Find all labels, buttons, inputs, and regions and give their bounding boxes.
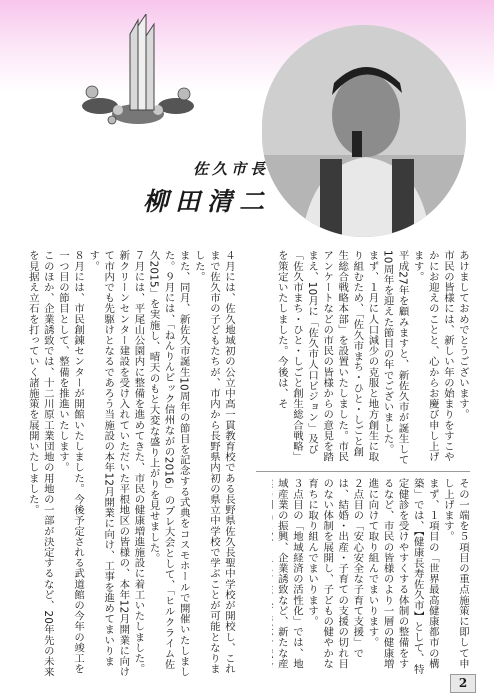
kadomatsu-decoration-icon: [78, 14, 198, 134]
mayor-name-block: [142, 158, 271, 230]
mayor-portrait-photo: [262, 25, 466, 237]
mayor-name: 柳田清二: [142, 187, 271, 216]
bamboo-icon: [130, 14, 154, 110]
page-number: 2: [450, 674, 476, 693]
greeting-paragraph-left: ４月には、佐久地域初の公立中高一貫教育校である長野県佐久長聖中学校が開校し、これまで佐久市の子どもたちが、市内から長野県内初の県立中学校で学ぶことが可能となりました。 また、同月、新佐久市誕生10周年の節目を記念する式典をコスモホールで開催いたしました。９月には、「ねんりんピック信州ながの2016」のプレ大会として、「ヒルクライム佐久2015」を実施し、晴天のもと大変な盛り上がりを見せました。 ７月には、平尾山公園内に整備を進めてきた、市民の健康増進施設に着工いたしました。新クリーンセンター建設を受け入れていただいた平根地区の皆様の、本年12月開業に向けて市内でも先駆けとなるであろう当施設の本年12月開業に向け、工事を進めてまいります。 ８月には、市民創錬センターが開館いたしました。今後予定される武道館の今年の竣工を一つ目の節目として、整備を推進いたします。 このほか、企業誘致では、十二川原工業団地の用地の一部が決定するなど、20年先の未来を見据え立石を打っていく諸施策を展開いたしました。: [26, 250, 235, 678]
greeting-paragraph-lower: その一端を５項目の重点施策に即して申し上げます。 まず、１項目の「世界最高健康都市の構築」では、【健康長寿佐久市】として、特定健診を受けやすくする体制の整備をするなど、市民の皆様のより一層の健康増進に向けて取り組んでまいります。 ２点目の「安心安全な子育て支援」では、結婚・出産・子育ての支援の切れ目のない体制を展開し、子どもの健やかな育ちに取り組んでまいります。 ３点目の「地域経済の活性化」では、地域産業の振興、企業誘致など、新たな産: [275, 478, 469, 675]
greeting-paragraph-right: あけましておめでとうございます。 市民の皆様には、新しい年の始まりをすこやかにお迎えのことと、心からお慶び申し上げます。 平成27年を顧みますと、新佐久市が誕生して10周年を迎えた節目の年でございました。 まず、１月に人口減少の克服と地方創生に取り組むため、「佐久市まち・ひと・しごと創生総合戦略本部」を設置いたしました。市民アンケートなどの市民の皆様からの意見を踏まえ、10月に「佐久市人口ビジョン」及び「佐久市まち・ひと・しごと創生総合戦略」を策定いたしました。今後は、そ: [275, 250, 469, 466]
mayor-title: 佐久市長: [192, 160, 269, 178]
section-divider: [256, 471, 470, 472]
